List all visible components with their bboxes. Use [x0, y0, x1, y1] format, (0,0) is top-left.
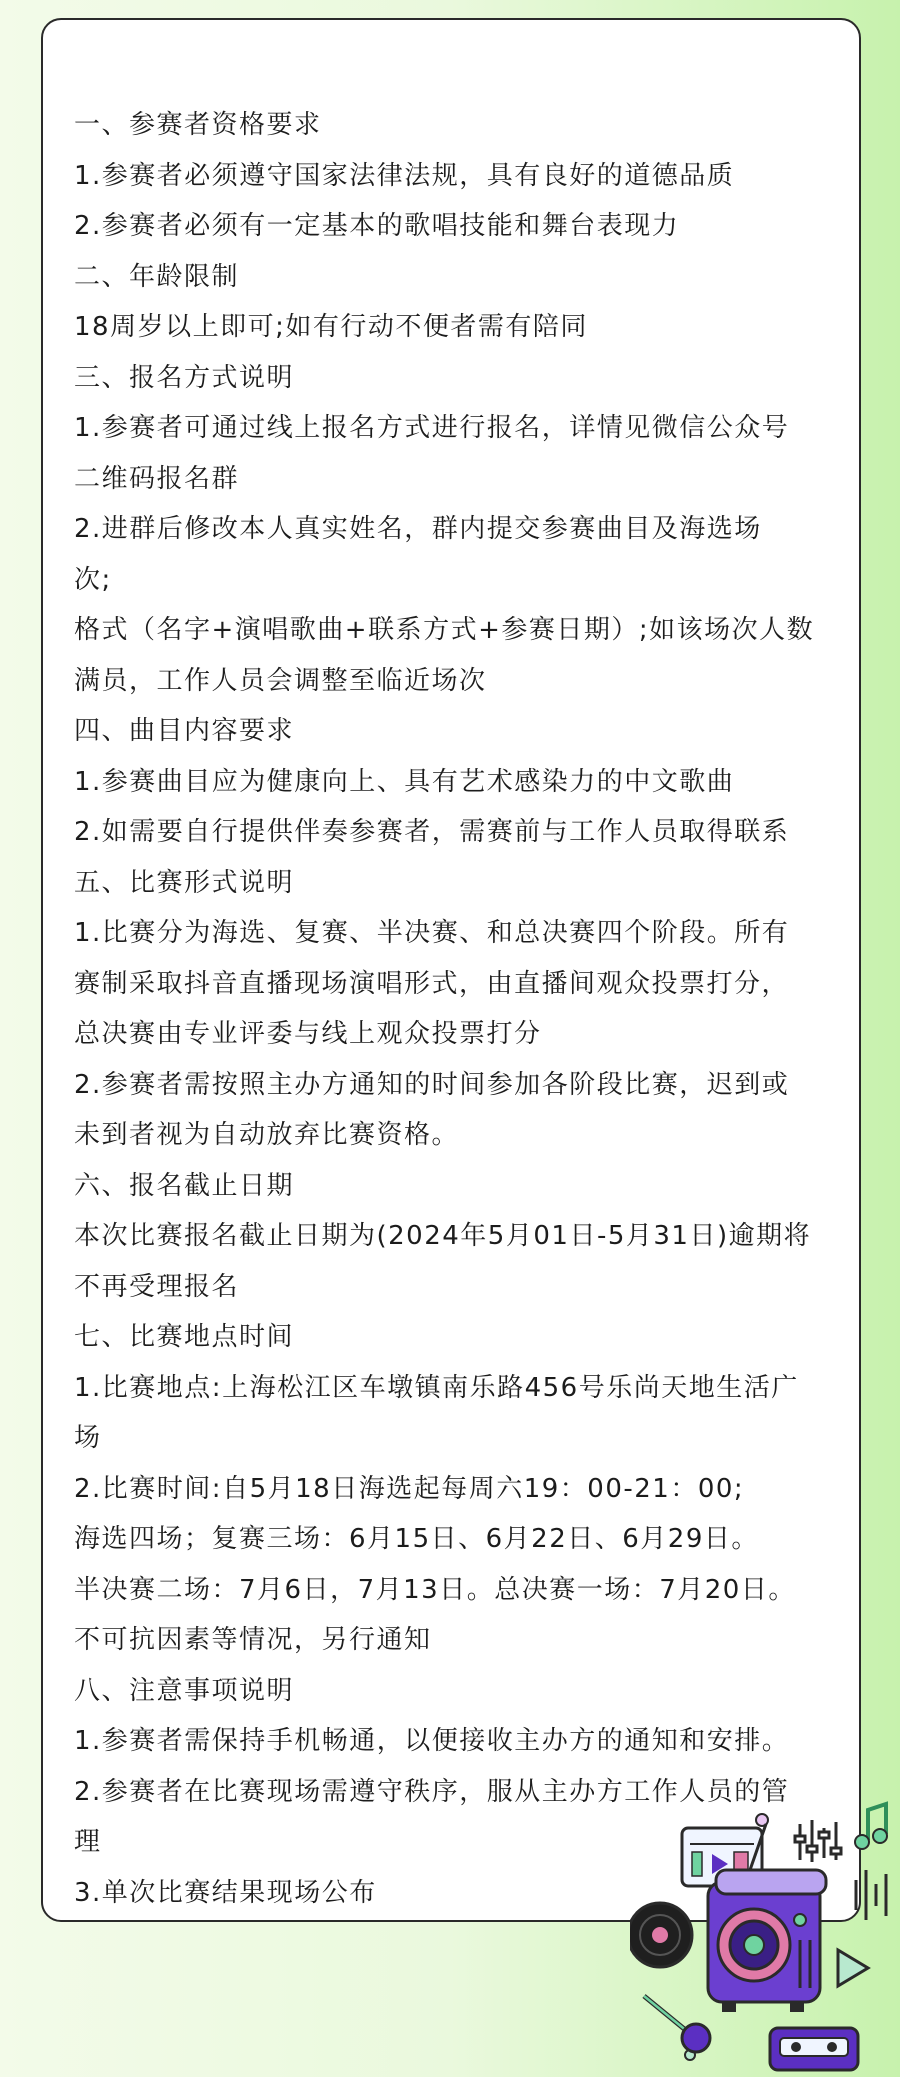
section-line: 场	[74, 1423, 102, 1453]
section-heading: 八、注意事项说明	[74, 1675, 295, 1706]
equalizer-icon	[795, 1820, 841, 1862]
play-icon	[838, 1950, 868, 1986]
rules-content	[74, 100, 834, 1918]
section-heading: 七、比赛地点时间	[74, 1322, 295, 1352]
section-line: 3.单次比赛结果现场公布	[74, 1877, 377, 1908]
section-line: 2.参赛者在比赛现场需遵守秩序，服从主办方工作人员的管	[74, 1776, 790, 1807]
sound-wave-icon	[856, 1870, 886, 1920]
section-line: 1.比赛分为海选、复赛、半决赛、和总决赛四个阶段。所有	[74, 918, 790, 948]
microphone-icon	[644, 1996, 710, 2052]
section-line: 总决赛由专业评委与线上观众投票打分	[74, 1019, 542, 1049]
section-heading: 六、报名截止日期	[74, 1170, 295, 1201]
section-line: 1.参赛曲目应为健康向上、具有艺术感染力的中文歌曲	[74, 766, 735, 797]
section-line: 理	[74, 1827, 102, 1857]
section-line: 18周岁以上即可;如有行动不便者需有陪同	[74, 312, 588, 342]
section-line: 海选四场；复赛三场：6月15日、6月22日、6月29日。	[74, 1524, 759, 1554]
section-line: 2.参赛者必须有一定基本的歌唱技能和舞台表现力	[74, 211, 680, 241]
section-line: 2.比赛时间:自5月18日海选起每周六19：00-21：00;	[74, 1473, 745, 1504]
music-equipment-illustration	[630, 1800, 900, 2077]
section-line: 半决赛二场：7月6日，7月13日。总决赛一场：7月20日。	[74, 1574, 796, 1605]
music-note-icon	[855, 1804, 887, 1849]
section-line: 不可抗因素等情况，另行通知	[74, 1625, 432, 1655]
section-line: 满员，工作人员会调整至临近场次	[74, 665, 487, 696]
section-line: 不再受理报名	[74, 1271, 240, 1302]
section-heading: 二、年龄限制	[74, 261, 240, 292]
section-heading: 五、比赛形式说明	[74, 867, 295, 898]
section-line: 次;	[74, 564, 112, 595]
section-line: 赛制采取抖音直播现场演唱形式，由直播间观众投票打分，	[74, 968, 790, 999]
section-line: 格式（名字+演唱歌曲+联系方式+参赛日期）;如该场次人数	[74, 615, 815, 645]
section-line: 1.比赛地点:上海松江区车墩镇南乐路456号乐尚天地生活广	[74, 1372, 799, 1403]
section-line: 未到者视为自动放弃比赛资格。	[74, 1120, 460, 1150]
section-line: 1.参赛者可通过线上报名方式进行报名，详情见微信公众号	[74, 413, 790, 443]
speaker-icon	[708, 1870, 826, 2012]
vinyl-record-icon	[630, 1903, 692, 1967]
section-heading: 一、参赛者资格要求	[74, 110, 322, 140]
section-line: 本次比赛报名截止日期为(2024年5月01日-5月31日)逾期将	[74, 1221, 812, 1251]
section-heading: 四、曲目内容要求	[74, 716, 295, 746]
section-heading: 三、报名方式说明	[74, 362, 295, 393]
section-line: 2.参赛者需按照主办方通知的时间参加各阶段比赛，迟到或	[74, 1069, 790, 1100]
section-line: 2.如需要自行提供伴奏参赛者，需赛前与工作人员取得联系	[74, 817, 790, 847]
section-line: 二维码报名群	[74, 463, 240, 494]
section-line: 1.参赛者必须遵守国家法律法规，具有良好的道德品质	[74, 160, 735, 191]
cassette-icon	[770, 2028, 858, 2070]
section-line: 1.参赛者需保持手机畅通，以便接收主办方的通知和安排。	[74, 1726, 790, 1756]
section-line: 2.进群后修改本人真实姓名，群内提交参赛曲目及海选场	[74, 514, 762, 544]
